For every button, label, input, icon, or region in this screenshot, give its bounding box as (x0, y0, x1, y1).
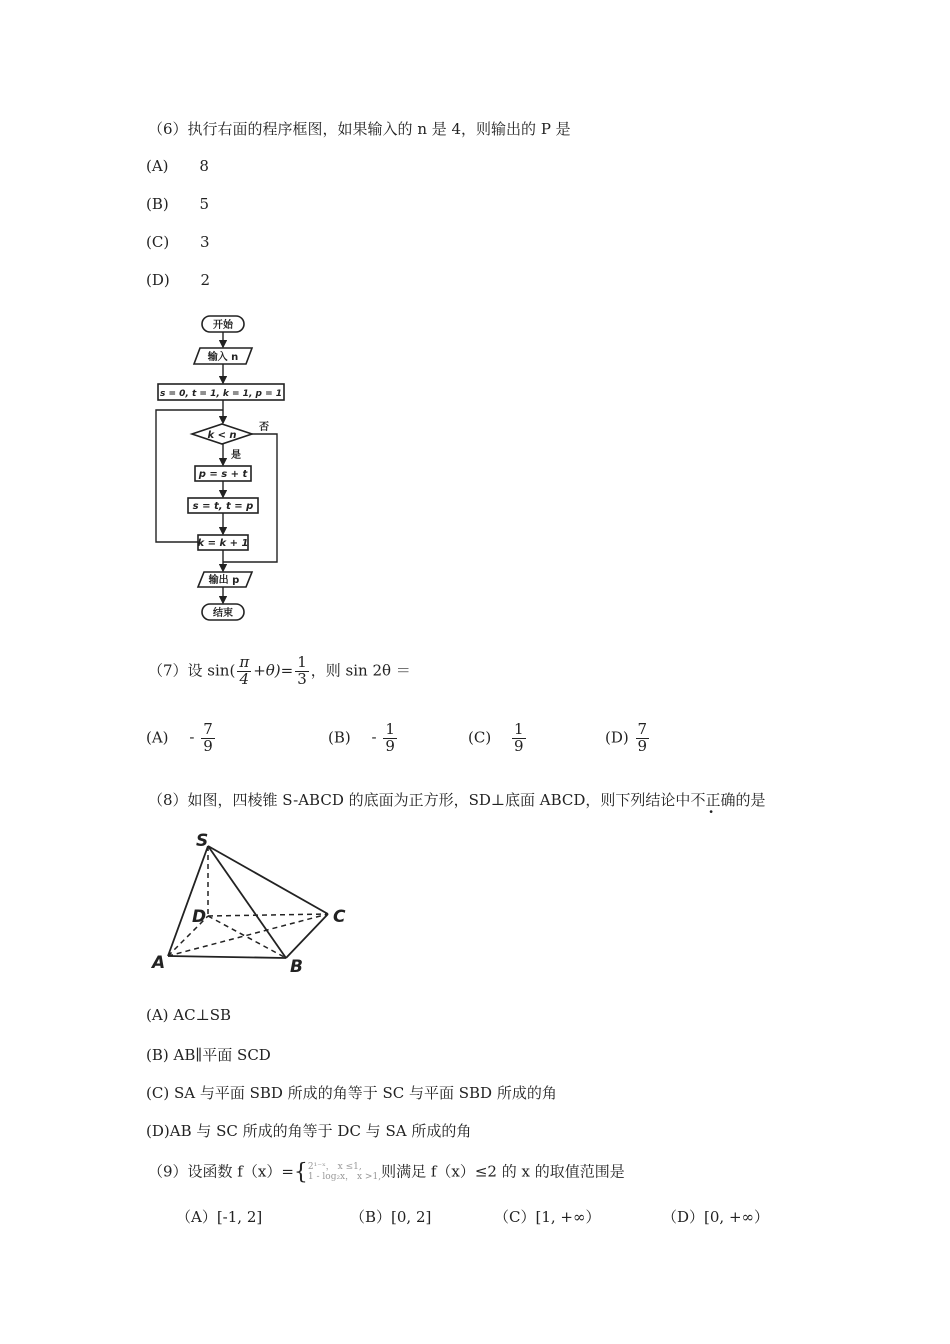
option-value: 5 (199, 195, 210, 213)
fraction-denominator: 9 (513, 736, 524, 755)
fraction-denominator: 9 (385, 736, 395, 755)
flow-cond-label: k < n (207, 430, 237, 441)
option-label: (C) (468, 728, 492, 747)
flow-start-label: 开始 (213, 320, 233, 331)
option-fraction (383, 722, 397, 755)
option-label: (D) (605, 728, 629, 747)
flow-output-label: 输出 p (208, 575, 240, 586)
q7-arg-tail: +θ)= (253, 661, 294, 680)
option-value: 8 (199, 157, 209, 175)
q9-stem (148, 1160, 625, 1185)
fraction-denominator: 4 (237, 671, 251, 688)
option-label: (C) (146, 233, 170, 251)
q7-option-b (328, 722, 399, 755)
fraction-numerator: 7 (637, 720, 648, 738)
option-fraction (636, 722, 650, 755)
q7-option-a (146, 722, 217, 755)
flowchart (150, 310, 290, 625)
flow-input-label: 输入 n (207, 352, 239, 363)
fraction-numerator: 7 (203, 720, 213, 738)
q7-prefix: （7）设 sin( (148, 661, 236, 680)
q7-arg-fraction (237, 655, 251, 688)
flow-step1-label: p = s + t (198, 469, 248, 480)
q6-option-a (146, 157, 209, 175)
option-fraction (201, 722, 215, 755)
piecewise-brace: { (293, 1160, 308, 1185)
vertex-s-label: S (196, 831, 209, 851)
fraction-denominator: 9 (203, 736, 213, 755)
vertex-c-label: C (333, 907, 346, 927)
q9-suffix: 则满足 f（x）≤2 的 x 的取值范围是 (381, 1162, 625, 1181)
option-sign: - (189, 728, 195, 747)
fraction-numerator: 1 (513, 720, 524, 738)
piecewise-case-1: 2¹⁻ˣ， x ≤1, (307, 1161, 362, 1172)
flow-end-label: 结束 (213, 608, 233, 619)
flow-init-label: s = 0, t = 1, k = 1, p = 1 (159, 389, 283, 399)
flow-step3-label: k = k + 1 (197, 538, 249, 549)
q6-option-d (146, 271, 210, 289)
fraction-numerator: 1 (385, 720, 395, 738)
piecewise-case-2: 1 - log₂x， x >1, (307, 1171, 382, 1182)
q8-stem-c: 的是 (735, 791, 766, 809)
q7-rhs-fraction (295, 655, 309, 688)
option-label: (A) (146, 728, 169, 747)
q9-option-a: （A）[-1, 2] (176, 1208, 263, 1226)
option-label: (D) (146, 271, 170, 289)
option-label: (B) (328, 728, 351, 747)
q6-stem: （6）执行右面的程序框图，如果输入的 n 是 4，则输出的 P 是 (148, 120, 571, 138)
q7-option-c (468, 722, 528, 755)
option-value: 2 (200, 271, 211, 289)
q6-option-b (146, 195, 209, 213)
q8-option-c: (C) SA 与平面 SBD 所成的角等于 SC 与平面 SBD 所成的角 (146, 1084, 557, 1102)
fraction-numerator: 1 (297, 653, 307, 671)
q9-prefix: （9）设函数 f（x）= (148, 1162, 294, 1181)
q8-stem (148, 789, 765, 810)
q6-option-c (146, 233, 210, 251)
flow-no-label: 否 (259, 422, 269, 433)
q8-option-b: (B) AB∥平面 SCD (146, 1046, 271, 1064)
vertex-a-label: A (152, 953, 166, 973)
q9-option-b: （B）[0, 2] (350, 1208, 432, 1226)
q7-suffix: ，则 sin 2θ ＝ (310, 661, 411, 680)
q8-option-a: (A) AC⊥SB (146, 1006, 232, 1024)
q8-option-d: (D)AB 与 SC 所成的角等于 DC 与 SA 所成的角 (146, 1122, 472, 1140)
pyramid-figure (148, 828, 358, 978)
q9-option-c: （C）[1, +∞） (494, 1208, 601, 1226)
q7-stem (148, 655, 411, 688)
option-sign: - (371, 728, 377, 747)
q7-option-d (605, 722, 651, 755)
flow-yes-label: 是 (231, 450, 241, 461)
vertex-d-label: D (192, 907, 207, 927)
option-label: (A) (146, 157, 169, 175)
piecewise-cases (308, 1163, 381, 1183)
fraction-denominator: 3 (297, 669, 307, 688)
fraction-numerator: π (239, 653, 250, 671)
flow-step2-label: s = t, t = p (192, 501, 254, 512)
option-fraction (512, 722, 526, 755)
q8-stem-emphasis: 不正确 (690, 791, 736, 809)
option-value: 3 (199, 233, 210, 251)
q9-option-d: （D）[0, +∞） (662, 1208, 770, 1226)
q8-stem-a: （8）如图，四棱锥 S-ABCD 的底面为正方形，SD⊥底面 ABCD，则下列结论中 (148, 791, 691, 809)
option-label: (B) (146, 195, 169, 213)
fraction-denominator: 9 (637, 736, 648, 755)
vertex-b-label: B (290, 957, 303, 977)
